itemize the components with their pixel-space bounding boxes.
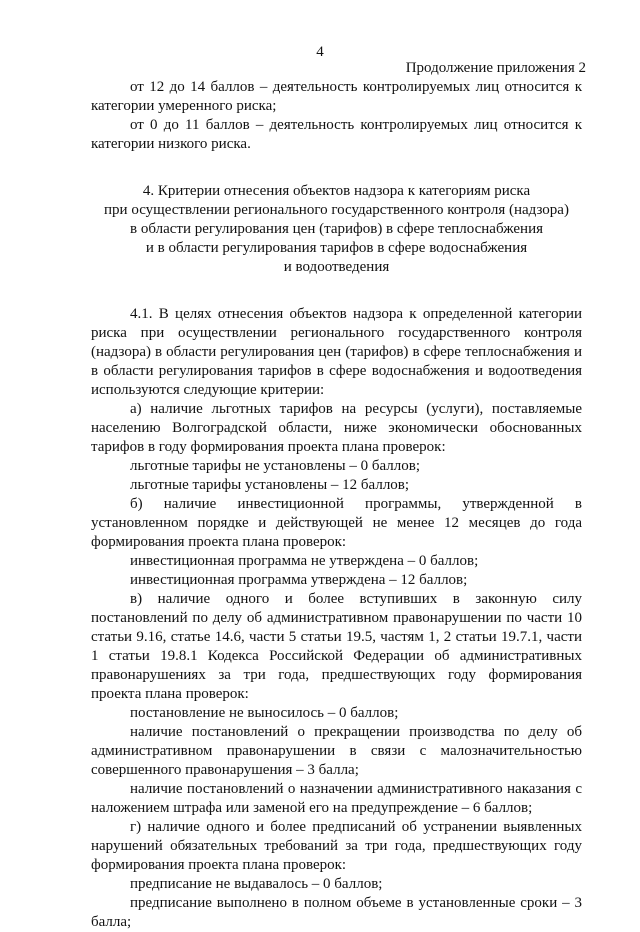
criterion-v-score-0: постановление не выносилось – 0 баллов; <box>130 705 399 721</box>
criterion-v: в) наличие одного и более вступивших в законную силу постановлений по делу об административном правонарушении по части 10 статьи 9.16, статье 14.6, части 5 статьи 19.5, частям 1, 2 статьи 19.7.1, части 1 статьи 19.8.1 Кодекса Российской Федерации об административных правонарушениях за три года, предшествующих году формирования проекта плана проверок: <box>91 591 582 702</box>
section-heading-line: и водоотведения <box>283 259 390 275</box>
criterion-v-score-6: наличие постановлений о назначении административного наказания с наложением штрафа или заменой его на предупреждение – 6 баллов; <box>91 781 582 816</box>
risk-category-moderate: от 12 до 14 баллов – деятельность контролируемых лиц относится к категории умеренного риска; <box>91 79 582 114</box>
criterion-b-score-12: инвестиционная программа утверждена – 12 баллов; <box>130 572 468 588</box>
section-heading-line: в области регулирования цен (тарифов) в сфере теплоснабжения <box>130 221 543 237</box>
appendix-continuation-note: Продолжение приложения 2 <box>405 60 586 76</box>
criterion-b: б) наличие инвестиционной программы, утвержденной в установленном порядке и действующей не менее 12 месяцев до года формирования проекта плана проверок: <box>91 496 582 550</box>
document-body <box>91 78 582 932</box>
criterion-g: г) наличие одного и более предписаний об устранении выявленных нарушений обязательных требований за три года, предшествующих году формирования проекта плана проверок: <box>91 819 582 873</box>
section-heading <box>91 182 582 277</box>
criterion-v-score-3: наличие постановлений о прекращении производства по делу об административном правонарушении в связи с малозначительностью совершенного правонарушения – 3 балла; <box>91 724 582 778</box>
section-heading-line: и в области регулирования тарифов в сфере водоснабжения <box>145 240 528 256</box>
paragraph-intro: 4.1. В целях отнесения объектов надзора к определенной категории риска при осуществлении регионального государственного контроля (надзора) в области регулирования цен (тарифов) в сфере теплоснабжения и в области регулирования тарифов в сфере водоснабжения и водоотведения используются следующие критерии: <box>91 306 582 398</box>
criterion-a-score-12: льготные тарифы установлены – 12 баллов; <box>130 477 410 493</box>
criterion-b-score-0: инвестиционная программа не утверждена – 0 баллов; <box>130 553 479 569</box>
page-number: 4 <box>316 44 324 60</box>
section-heading-line: при осуществлении регионального государственного контроля (надзора) <box>104 202 569 218</box>
criterion-g-score-3: предписание выполнено в полном объеме в установленные сроки – 3 балла; <box>91 895 582 930</box>
section-heading-line: 4. Критерии отнесения объектов надзора к категориям риска <box>142 183 531 199</box>
risk-category-low: от 0 до 11 баллов – деятельность контролируемых лиц относится к категории низкого риска. <box>91 117 582 152</box>
criterion-g-score-0: предписание не выдавалось – 0 баллов; <box>130 876 383 892</box>
criterion-a: а) наличие льготных тарифов на ресурсы (услуги), поставляемые населению Волгоградской области, ниже экономически обоснованных тарифов в году формирования проекта плана проверок: <box>91 401 582 455</box>
criterion-a-score-0: льготные тарифы не установлены – 0 баллов; <box>130 458 420 474</box>
